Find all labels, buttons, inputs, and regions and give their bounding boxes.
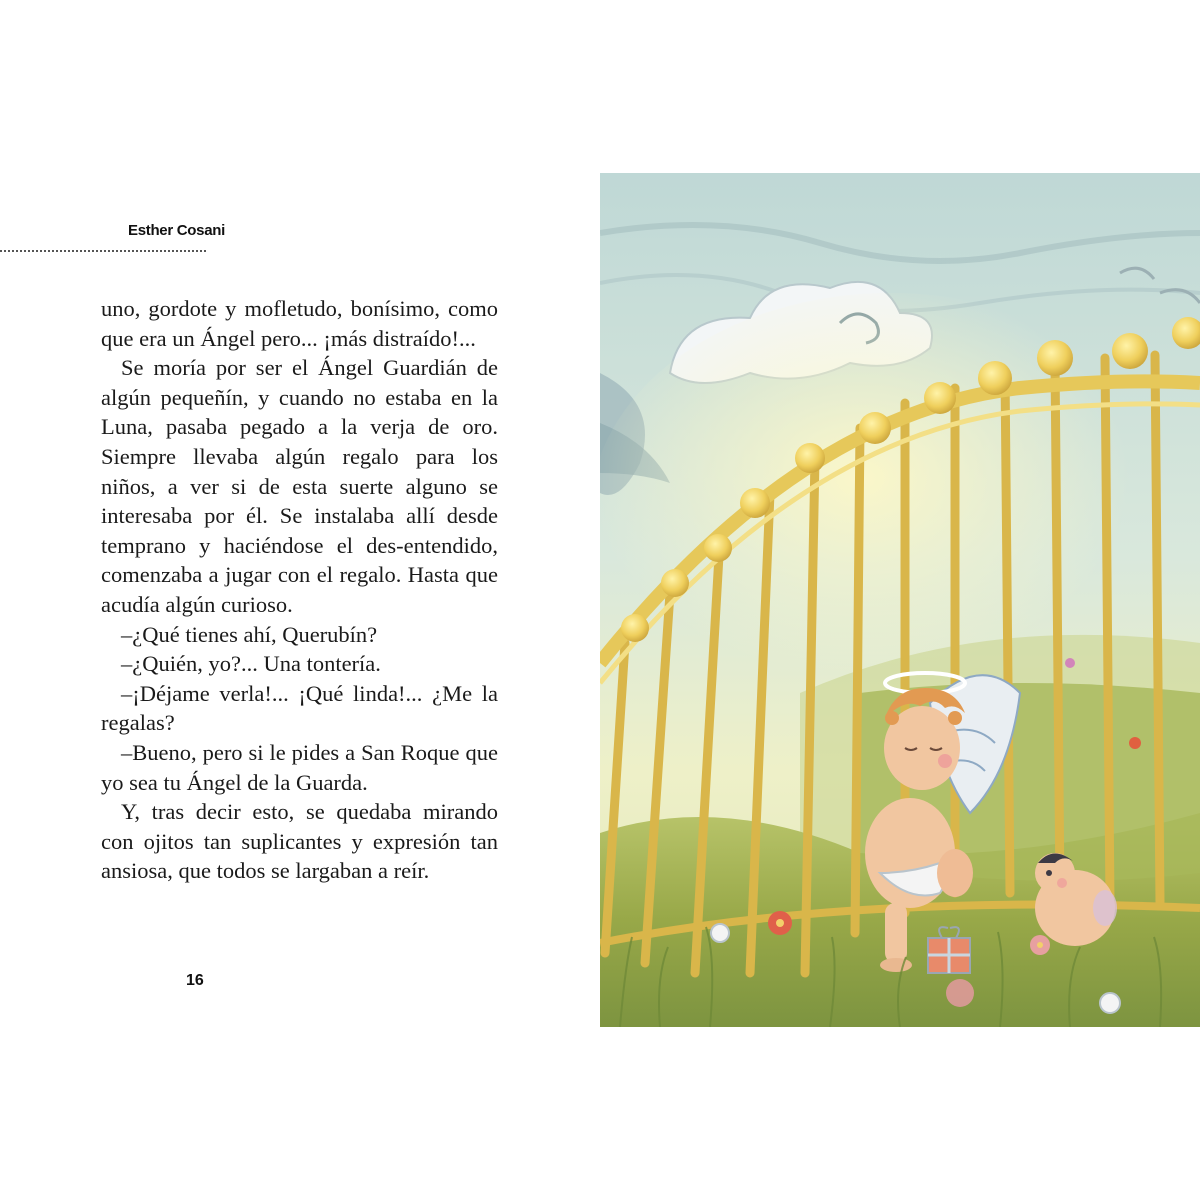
paragraph-1: uno, gordote y mofletudo, bonísimo, como que era un Ángel pero... ¡más distraído!... bbox=[101, 296, 498, 351]
dialogue-line-2: –¿Quién, yo?... Una tontería. bbox=[121, 651, 381, 677]
dialogue-line-4: –Bueno, pero si le pides a San Roque que yo sea tu Ángel de la Guarda. bbox=[101, 739, 498, 795]
illustration-svg bbox=[600, 173, 1200, 1027]
page-number: 16 bbox=[186, 972, 204, 989]
running-header-author: Esther Cosani bbox=[128, 222, 225, 239]
dialogue-line-3: –¡Déjame verla!... ¡Qué linda!... ¿Me la regalas? bbox=[101, 680, 498, 736]
illustration-cherub-gate bbox=[600, 173, 1200, 1027]
dialogue-line-1: –¿Qué tienes ahí, Querubín? bbox=[121, 621, 378, 647]
paragraph-final: Y, tras decir esto, se quedaba mirando con ojitos tan suplicantes y expresión tan ansiosa, que todos se largaban a reír. bbox=[101, 799, 498, 884]
body-text bbox=[101, 294, 498, 886]
paragraph-2: Se moría por ser el Ángel Guardián de algún pequeñín, y cuando no estaba en la Luna, pasaba pegado a la verja de oro. Siempre llevaba algún regalo para los niños, a ver si de esta suerte alguno se interesaba por él. Se instalaba allí desde temprano y haciéndose el des-entendido, comenzaba a jugar con el regalo. Hasta que acudía algún curioso. bbox=[101, 355, 498, 617]
header-dotted-rule bbox=[0, 250, 206, 252]
